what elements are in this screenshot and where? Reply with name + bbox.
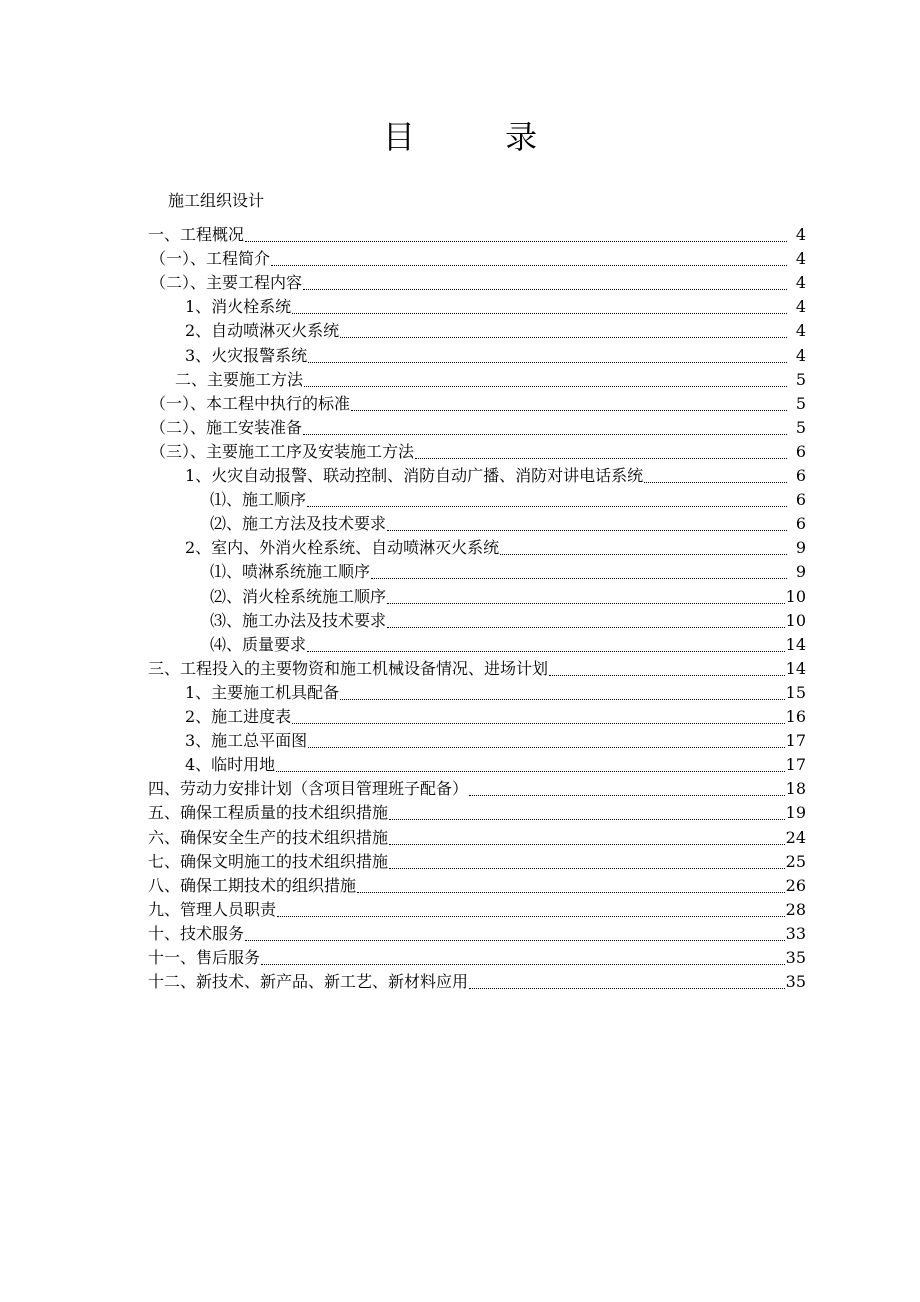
- toc-entry-page: 14: [785, 634, 806, 654]
- toc-leader-dots: [303, 433, 787, 435]
- toc-leader-dots: [389, 843, 785, 845]
- toc-leader-dots: [245, 939, 785, 941]
- toc-leader-dots: [307, 650, 785, 652]
- document-subtitle: 施工组织设计: [168, 191, 265, 210]
- toc-entry-page: 9: [795, 538, 806, 558]
- toc-entry-page: 16: [785, 707, 806, 726]
- toc-entry-label: 2、自动喷淋灭火系统: [185, 321, 340, 341]
- toc-entry[interactable]: [148, 776, 806, 800]
- toc-entry-label: 五、确保工程质量的技术组织措施: [148, 803, 389, 823]
- toc-entry-page: 25: [785, 851, 806, 871]
- toc-entry-label: （三）、主要施工工序及安装施工方法: [150, 441, 415, 461]
- toc-entry[interactable]: [148, 222, 806, 246]
- toc-leader-dots: [357, 891, 785, 893]
- toc-entry-page: 28: [785, 899, 806, 919]
- toc-entry[interactable]: [210, 584, 806, 608]
- toc-entry-label: 一、工程概况: [148, 225, 245, 244]
- toc-leader-dots: [644, 481, 787, 483]
- toc-leader-dots: [304, 385, 787, 387]
- toc-entry[interactable]: [148, 897, 806, 921]
- toc-entry-page: 6: [795, 466, 806, 485]
- toc-entry-page: 35: [785, 948, 806, 967]
- toc-entry[interactable]: [150, 439, 806, 463]
- toc-leader-dots: [340, 336, 787, 338]
- toc-entry-label: ⑷、质量要求: [210, 634, 307, 654]
- toc-entry-page: 17: [785, 755, 806, 775]
- toc-entry[interactable]: [185, 728, 806, 752]
- toc-entry-page: 10: [785, 586, 806, 606]
- toc-entry[interactable]: [185, 680, 806, 704]
- toc-entry-label: 2、室内、外消火栓系统、自动喷淋灭火系统: [185, 538, 500, 558]
- toc-entry-label: 七、确保文明施工的技术组织措施: [148, 851, 389, 871]
- page-title: 目 录: [382, 118, 578, 156]
- toc-entry[interactable]: [148, 969, 806, 993]
- toc-entry-label: 3、火灾报警系统: [185, 345, 308, 365]
- toc-entry-page: 5: [795, 369, 806, 389]
- toc-entry-page: 6: [795, 490, 806, 510]
- toc-entry[interactable]: [185, 318, 806, 342]
- toc-leader-dots: [277, 915, 785, 917]
- toc-entry[interactable]: [185, 343, 806, 367]
- toc-entry-page: 4: [795, 297, 806, 317]
- toc-leader-dots: [340, 698, 784, 700]
- toc-entry-page: 4: [795, 225, 806, 244]
- toc-entry[interactable]: [148, 873, 806, 897]
- toc-entry-label: ⑴、施工顺序: [210, 490, 307, 510]
- toc-entry-page: 14: [785, 658, 806, 678]
- toc-entry-page: 35: [785, 972, 806, 992]
- toc-entry-page: 4: [795, 321, 806, 341]
- toc-entry-page: 5: [795, 417, 806, 437]
- toc-entry-label: 1、主要施工机具配备: [185, 682, 340, 702]
- toc-entry-label: 3、施工总平面图: [185, 731, 308, 751]
- toc-entry-label: ⑵、消火栓系统施工顺序: [210, 586, 387, 606]
- toc-entry[interactable]: [185, 294, 806, 318]
- toc-entry[interactable]: [210, 511, 806, 535]
- toc-entry-page: 18: [785, 779, 806, 799]
- toc-leader-dots: [271, 264, 787, 266]
- toc-leader-dots: [387, 529, 787, 531]
- toc-entry-label: ⑴、喷淋系统施工顺序: [210, 562, 371, 582]
- toc-entry[interactable]: [150, 270, 806, 294]
- toc-entry-page: 4: [795, 273, 806, 293]
- toc-leader-dots: [276, 770, 784, 772]
- toc-entry-label: 十、技术服务: [148, 923, 245, 943]
- toc-entry-label: 六、确保安全生产的技术组织措施: [148, 827, 389, 847]
- toc-leader-dots: [469, 794, 785, 796]
- toc-entry[interactable]: [210, 487, 806, 511]
- toc-entry[interactable]: [148, 849, 806, 873]
- toc-entry[interactable]: [175, 367, 806, 391]
- toc-leader-dots: [415, 457, 787, 459]
- toc-leader-dots: [549, 674, 785, 676]
- toc-entry[interactable]: [185, 752, 806, 776]
- toc-leader-dots: [292, 722, 784, 724]
- toc-leader-dots: [500, 553, 787, 555]
- toc-entry-page: 4: [795, 249, 806, 269]
- toc-entry-page: 5: [795, 393, 806, 413]
- toc-entry[interactable]: [148, 921, 806, 945]
- toc-entry-label: 九、管理人员职责: [148, 899, 277, 919]
- toc-entry-page: 17: [785, 731, 806, 751]
- toc-entry-page: 24: [785, 827, 806, 847]
- toc-entry-page: 33: [785, 923, 806, 943]
- toc-entry-label: （二）、主要工程内容: [150, 273, 303, 293]
- toc-entry-label: ⑶、施工办法及技术要求: [210, 610, 387, 630]
- toc-entry-label: （二）、施工安装准备: [150, 417, 303, 437]
- toc-entry[interactable]: [185, 463, 806, 487]
- toc-entry[interactable]: [210, 559, 806, 583]
- toc-leader-dots: [389, 818, 785, 820]
- toc-entry-page: 15: [785, 682, 806, 702]
- toc-leader-dots: [389, 867, 785, 869]
- toc-entry-label: 八、确保工期技术的组织措施: [148, 875, 357, 895]
- toc-entry[interactable]: [150, 391, 806, 415]
- toc-entry-label: 二、主要施工方法: [175, 369, 304, 389]
- toc-entry-page: 19: [785, 803, 806, 823]
- toc-entry[interactable]: [185, 535, 806, 559]
- toc-entry-label: ⑵、施工方法及技术要求: [210, 514, 387, 534]
- toc-entry[interactable]: [148, 656, 806, 680]
- toc-entry-page: 26: [785, 875, 806, 895]
- toc-leader-dots: [371, 577, 787, 579]
- toc-entry-label: （一）、本工程中执行的标准: [150, 393, 351, 413]
- toc-leader-dots: [308, 746, 784, 748]
- toc-entry-label: 2、施工进度表: [185, 707, 292, 726]
- toc-leader-dots: [245, 240, 787, 242]
- toc-entry-page: 6: [795, 441, 806, 461]
- toc-entry-label: 十二、新技术、新产品、新工艺、新材料应用: [148, 972, 469, 992]
- toc-leader-dots: [261, 963, 785, 965]
- toc-entry-page: 4: [795, 345, 806, 365]
- toc-leader-dots: [351, 409, 787, 411]
- toc-leader-dots: [303, 288, 787, 290]
- toc-entry[interactable]: [150, 246, 806, 270]
- toc-entry[interactable]: [185, 704, 806, 728]
- toc-leader-dots: [469, 987, 785, 989]
- toc-entry[interactable]: [210, 632, 806, 656]
- toc-entry-label: 1、消火栓系统: [185, 297, 292, 317]
- toc-entry[interactable]: [210, 608, 806, 632]
- toc-entry-label: （一）、工程简介: [150, 249, 271, 269]
- toc-entry[interactable]: [148, 825, 806, 849]
- toc-entry-label: 三、工程投入的主要物资和施工机械设备情况、进场计划: [148, 658, 549, 678]
- toc-leader-dots: [308, 361, 787, 363]
- toc-leader-dots: [307, 505, 787, 507]
- toc-leader-dots: [387, 626, 785, 628]
- toc-entry[interactable]: [150, 415, 806, 439]
- toc-entry-label: 4、临时用地: [185, 755, 276, 775]
- toc-leader-dots: [292, 312, 787, 314]
- toc-entry[interactable]: [148, 945, 806, 969]
- toc-entry-label: 四、劳动力安排计划（含项目管理班子配备）: [148, 779, 469, 799]
- toc-entry-page: 10: [785, 610, 806, 630]
- toc-entry-page: 9: [795, 562, 806, 582]
- toc-entry-page: 6: [795, 514, 806, 534]
- toc-entry[interactable]: [148, 800, 806, 824]
- toc-entry-label: 十一、售后服务: [148, 948, 261, 967]
- toc-leader-dots: [387, 602, 785, 604]
- toc-entry-label: 1、火灾自动报警、联动控制、消防自动广播、消防对讲电话系统: [185, 466, 644, 485]
